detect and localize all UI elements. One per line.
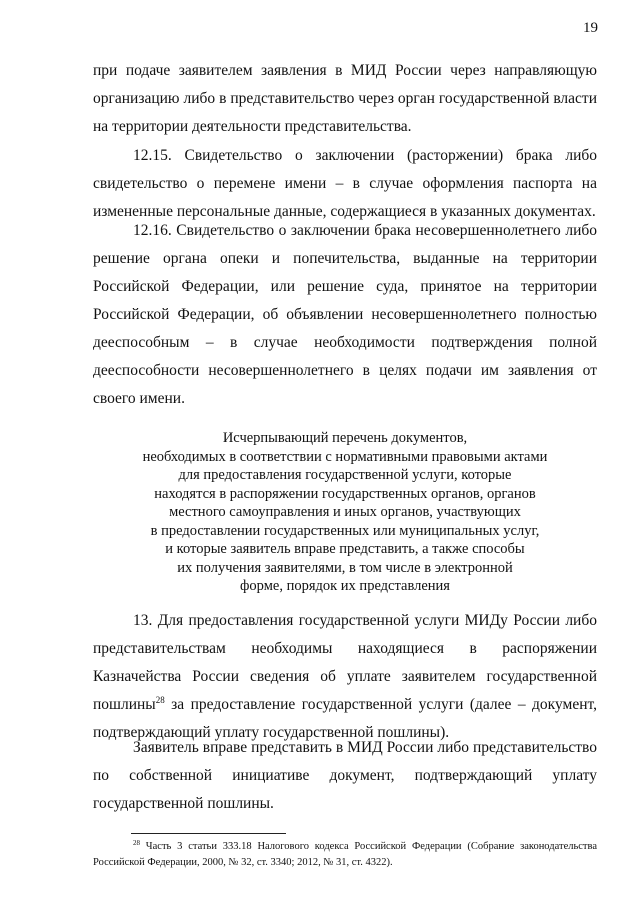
paragraph-continuation: при подаче заявителем заявления в МИД России через направляющую организацию либо в представительство через орган государственной власти на территории деятельности представительства. (93, 62, 597, 135)
heading-line: для предоставления государственной услуги, которые (178, 467, 512, 483)
paragraph-12-16: 12.16. Свидетельство о заключении брака несовершеннолетнего либо решение органа опеки и попечительства, выданные на территории Российской Федерации, или решение суда, принятое на территории Российской Федерации, об объявлении несовершеннолетнего полностью дееспособным – в случае необходимости подтверждения полной дееспособности несовершеннолетнего в целях подачи им заявления от своего имени. (93, 222, 597, 407)
paragraph-applicant-right: Заявитель вправе представить в МИД России либо представительство по собственной инициативе документ, подтверждающий уплату государственной пошлины. (93, 739, 597, 812)
footnote-text: Часть 3 статьи 333.18 Налогового кодекса Российской Федерации (Собрание законодательства Российской Федерации, 2000, № 32, ст. 3340; 2012, № 31, ст. 4322). (93, 841, 597, 868)
heading-line: местного самоуправления и иных органов, участвующих (169, 504, 521, 520)
footnote-number: 28 (133, 839, 140, 847)
footnote (93, 839, 597, 871)
heading-line: Исчерпывающий перечень документов, (222, 430, 468, 446)
page-number: 19 (583, 20, 598, 36)
footnote-reference[interactable]: 28 (155, 695, 165, 705)
heading-line: находятся в распоряжении государственных органов, органов (154, 485, 536, 502)
heading-line: и которые заявитель вправе представить, а также способы (165, 541, 525, 557)
footnote-divider (131, 833, 286, 834)
paragraph-13 (93, 607, 597, 747)
heading-line: форме, порядок их представления (240, 578, 450, 594)
heading-line: в предоставлении государственных или муниципальных услуг, (150, 522, 540, 539)
section-heading (93, 429, 597, 596)
paragraph-12-15: 12.15. Свидетельство о заключении (расторжении) брака либо свидетельство о перемене имени – в случае оформления паспорта на измененные персональные данные, содержащиеся в указанных документах. (93, 147, 597, 220)
paragraph-13-text: 13. Для предоставления государственной услуги МИДу России либо представительствам необходимы находящиеся в распоряжении Казначейства России сведения об уплате заявителем государственной пошлины (93, 612, 597, 713)
heading-line: их получения заявителями, в том числе в электронной (177, 559, 513, 576)
paragraph-13-text-cont: за предоставление государственной услуги (далее – документ, подтверждающий уплату государственной пошлины). (93, 696, 597, 741)
heading-line: необходимых в соответствии с нормативными правовыми актами (142, 448, 548, 465)
